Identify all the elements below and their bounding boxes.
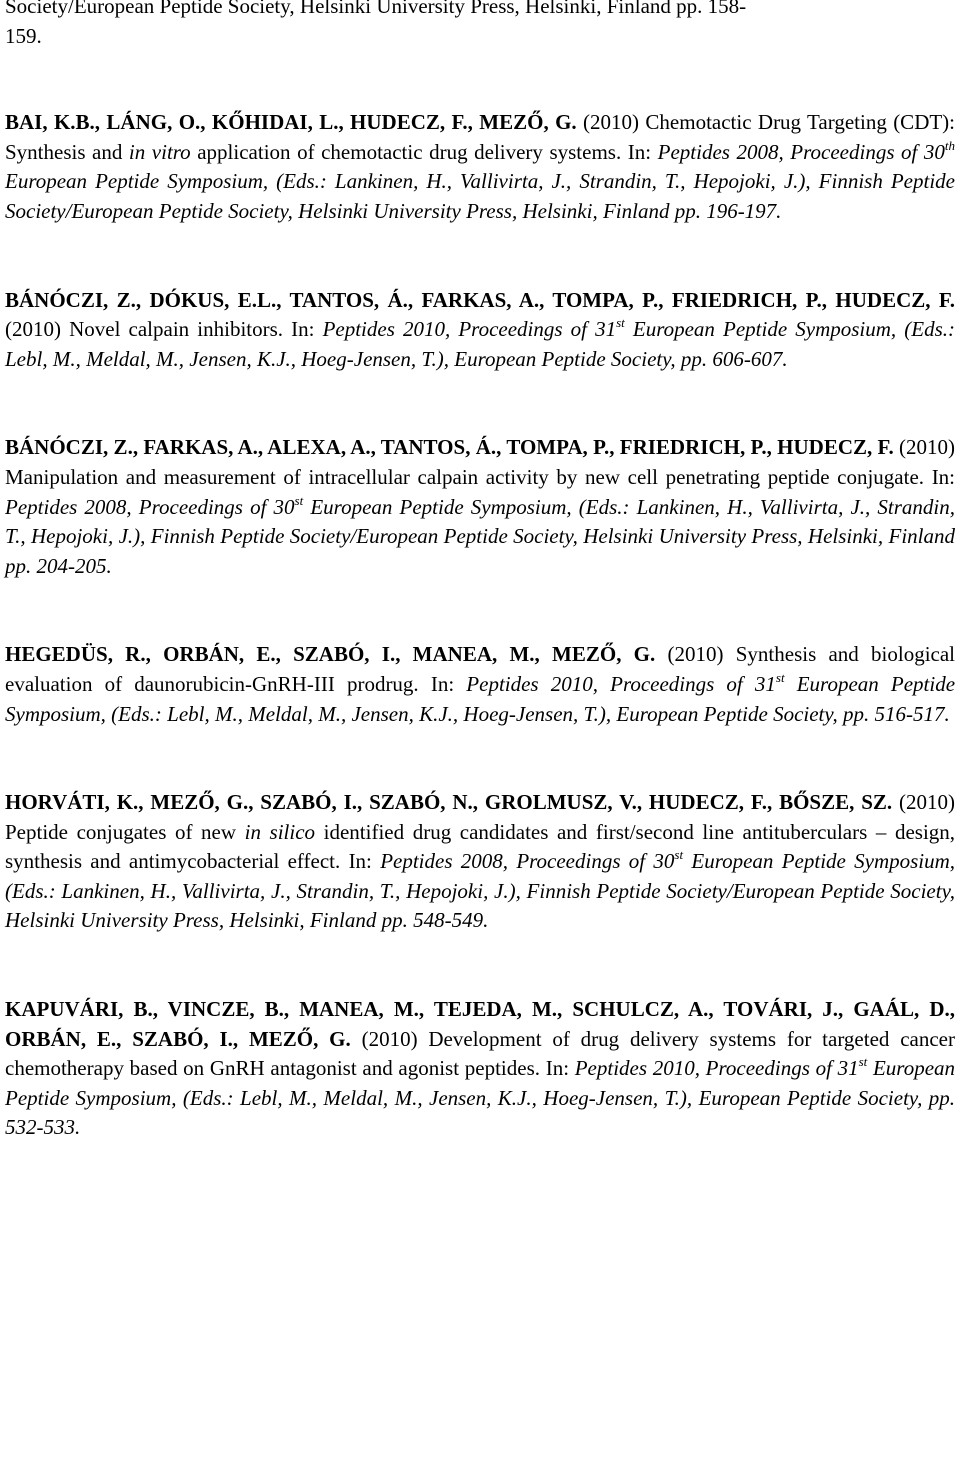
reference-in-label: In: xyxy=(430,671,455,696)
reference-ordinal: th xyxy=(944,137,956,153)
reference-proceedings-details: European Peptide Symposium, (Eds.: Lankinen, H., Vallivirta, J., Strandin, T., Hepojoki, J.), Finnish Peptide Society/European Peptide Society, Helsinki University Press, Helsinki, Finland pp. 196-197. xyxy=(5,169,955,223)
reference-tail-end: 159. xyxy=(5,23,42,48)
reference-title-italic: in silico xyxy=(244,819,316,844)
reference-year: (2010) xyxy=(899,435,956,460)
reference-authors: BÁNÓCZI, Z., DÓKUS, E.L., TANTOS, Á., FARKAS, A., TOMPA, P., FRIEDRICH, P., HUDECZ, F. xyxy=(5,287,955,312)
reference-proceedings-name: Peptides 2008, Proceedings of 30 xyxy=(657,139,945,164)
reference-in-label: In: xyxy=(348,849,372,874)
reference-hegedus-2010 xyxy=(5,640,955,729)
reference-title: Synthesis and biological evaluation of daunorubicin-GnRH-III prodrug. xyxy=(5,642,956,696)
reference-year: (2010) xyxy=(583,110,640,135)
reference-title: Peptide conjugates of new xyxy=(5,819,237,844)
reference-proceedings-details: European Peptide Symposium, (Eds.: Lebl, M., Meldal, M., Jensen, K.J., Hoeg-Jensen, T.), European Peptide Society, pp. 606-607. xyxy=(5,317,956,371)
reference-year: (2010) xyxy=(667,642,724,667)
reference-proceedings-name: Peptides 2010, Proceedings of 31 xyxy=(322,317,617,342)
reference-proceedings xyxy=(5,492,955,578)
reference-title-rest: identified drug candidates and first/second line antituberculars – design, synthesis and antimycobacterial effect. xyxy=(5,819,956,874)
reference-proceedings-details: European Peptide Symposium, (Eds.: Lebl, M., Meldal, M., Jensen, K.J., Hoeg-Jensen, T.), European Peptide Society, pp. 516-517. xyxy=(5,671,956,726)
reference-in-label: In: xyxy=(545,1056,570,1081)
reference-title: Chemotactic Drug Targeting (CDT): Synthesis and xyxy=(5,110,956,164)
reference-tail: Society/European Peptide Society, Helsinki University Press, Helsinki, Finland pp. 158- xyxy=(5,0,747,18)
reference-title: Development of drug delivery systems for targeted cancer chemotherapy based on GnRH antagonist and agonist peptides. xyxy=(5,1026,955,1081)
reference-ordinal: st xyxy=(858,1054,868,1070)
reference-bai-2010 xyxy=(5,108,955,226)
reference-in-label: In: xyxy=(291,317,315,342)
reference-title-italic: in vitro xyxy=(128,139,191,164)
reference-continuation xyxy=(5,0,955,51)
reference-ordinal: st xyxy=(674,847,684,863)
reference-proceedings-details: European Peptide Symposium, (Eds.: Lankinen, H., Vallivirta, J., Strandin, T., Hepojoki, J.), Finnish Peptide Society/European Peptide Society, Helsinki University Press, Helsinki, Finland pp. 204-205. xyxy=(5,494,955,578)
reference-proceedings-name: Peptides 2010, Proceedings of 31 xyxy=(574,1056,859,1081)
reference-year: (2010) xyxy=(361,1026,418,1051)
reference-list xyxy=(5,0,955,1143)
reference-year: (2010) xyxy=(5,317,61,342)
reference-title-rest: application of chemotactic drug delivery systems. xyxy=(197,139,622,164)
reference-authors: KAPUVÁRI, B., VINCZE, B., MANEA, M., TEJEDA, M., SCHULCZ, A., TOVÁRI, J., GAÁL, D., ORBÁN, E., SZABÓ, I., MEZŐ, G. xyxy=(5,997,955,1051)
reference-banoczi-2010-inhibitors xyxy=(5,286,955,375)
reference-horvati-2010 xyxy=(5,788,955,936)
reference-proceedings-name: Peptides 2008, Proceedings of 30 xyxy=(5,494,295,519)
reference-year: (2010) xyxy=(899,790,955,815)
reference-ordinal: st xyxy=(616,315,625,331)
reference-title: Novel calpain inhibitors. xyxy=(69,317,284,342)
reference-ordinal: st xyxy=(775,669,785,685)
reference-proceedings-details: European Peptide Symposium, (Eds.: Lankinen, H., Vallivirta, J., Strandin, T., Hepojoki, J.), Finnish Peptide Society/European Peptide Society, Helsinki University Press, Helsinki, Finland pp. 548-549. xyxy=(5,849,956,933)
reference-banoczi-2010-manipulation xyxy=(5,433,955,581)
reference-ordinal: st xyxy=(294,492,304,508)
reference-in-label: In: xyxy=(627,139,652,164)
reference-authors: HEGEDÜS, R., ORBÁN, E., SZABÓ, I., MANEA, M., MEZŐ, G. xyxy=(5,642,656,667)
reference-authors: HORVÁTI, K., MEZŐ, G., SZABÓ, I., SZABÓ, N., GROLMUSZ, V., HUDECZ, F., BŐSZE, SZ. xyxy=(5,790,893,815)
reference-kapuvari-2010 xyxy=(5,995,955,1143)
reference-proceedings-name: Peptides 2008, Proceedings of 30 xyxy=(380,849,675,874)
reference-authors: BÁNÓCZI, Z., FARKAS, A., ALEXA, A., TANTOS, Á., TOMPA, P., FRIEDRICH, P., HUDECZ, F. xyxy=(5,435,894,460)
reference-title: Manipulation and measurement of intracellular calpain activity by new cell penetrating peptide conjugate. xyxy=(5,464,925,489)
reference-proceedings-details: European Peptide Symposium, (Eds.: Lebl, M., Meldal, M., Jensen, K.J., Hoeg-Jensen, T.), European Peptide Society, pp. 532-533. xyxy=(5,1056,956,1140)
reference-authors: BAI, K.B., LÁNG, O., KŐHIDAI, L., HUDECZ, F., MEZŐ, G. xyxy=(5,110,577,135)
reference-in-label: In: xyxy=(931,464,956,489)
reference-proceedings-name: Peptides 2010, Proceedings of 31 xyxy=(466,671,776,696)
